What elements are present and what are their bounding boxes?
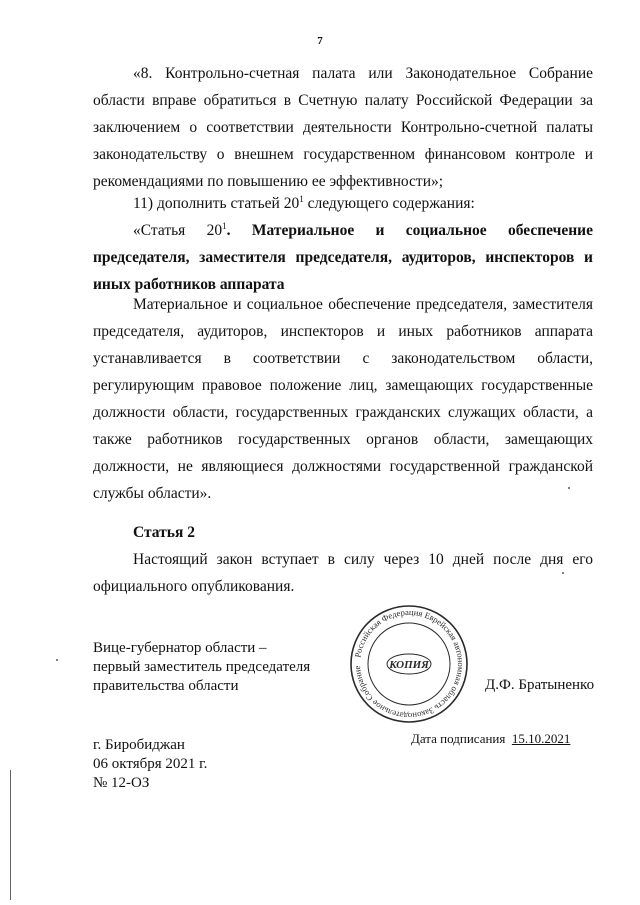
paragraph-item-11 [93,190,593,217]
scan-speck [56,659,58,661]
item-11-superscript: 1 [299,194,304,204]
place-and-number [93,736,207,793]
signatory-title [93,639,310,696]
article-20-1-superscript: 1 [222,221,227,231]
stamp-center-text: КОПИЯ [389,659,429,671]
stamp-ring-text: Российская Федерация Еврейская автономная область Законодательное Собрание [352,606,467,722]
signing-date [411,731,570,747]
scan-edge-line [10,770,11,900]
copy-stamp [348,603,470,725]
paragraph-item-8 [93,60,593,195]
article-2-body-text: Настоящий закон вступает в силу через 10 дней после дня его официального опубликования. [93,551,593,595]
scan-speck [562,572,564,574]
scan-speck [568,487,570,489]
item-11-text: 11) дополнить статьей 20 [133,195,300,212]
law-number: № 12-ОЗ [93,775,150,791]
paragraph-item-8-text: «8. Контрольно-счетная палата или Законодательное Собрание области вправе обратиться в Счетную палату Российской Федерации за заключением о соответствии деятельности Контрольно-счетной палаты законодательству о внешнем государственном финансовом контроле и рекомендациями по повышению ее эффективности»; [93,65,593,190]
article-20-1-title: . Материальное и социальное обеспечение председателя, заместителя председателя, аудиторов, инспекторов и иных работников аппарата [93,222,593,293]
signing-date-value: 15.10.2021 [511,731,571,746]
city: г. Биробиджан [93,737,185,753]
signing-date-label: Дата подписания [411,731,506,746]
signatory-name: Д.Ф. Братыненко [485,677,595,693]
item-11-tail: следующего содержания: [303,195,475,212]
article-2-body [93,546,593,600]
article-2-heading-text: Статья 2 [133,524,195,541]
article-2-heading [93,519,593,546]
signatory-line-1: Вице-губернатор области – [93,640,267,656]
article-20-1-heading [93,217,593,298]
page-number: 7 [317,35,323,47]
article-20-1-body [93,291,593,507]
law-date: 06 октября 2021 г. [93,756,208,772]
signatory-line-3: правительства области [93,678,239,694]
signatory-line-2: первый заместитель председателя [93,659,311,675]
article-20-1-prefix: «Статья 20 [133,222,223,239]
article-20-1-body-text: Материальное и социальное обеспечение председателя, заместителя председателя, аудиторов, инспекторов и иных работников аппарата устанавливается в соответствии с законодательством области, регулирующим правовое положение лиц, замещающих государственные должности области, государственных гражданских служащих области, а также работников государственных органов области, замещающих должности, не являющиеся должностями государственной гражданской службы области». [93,296,593,502]
